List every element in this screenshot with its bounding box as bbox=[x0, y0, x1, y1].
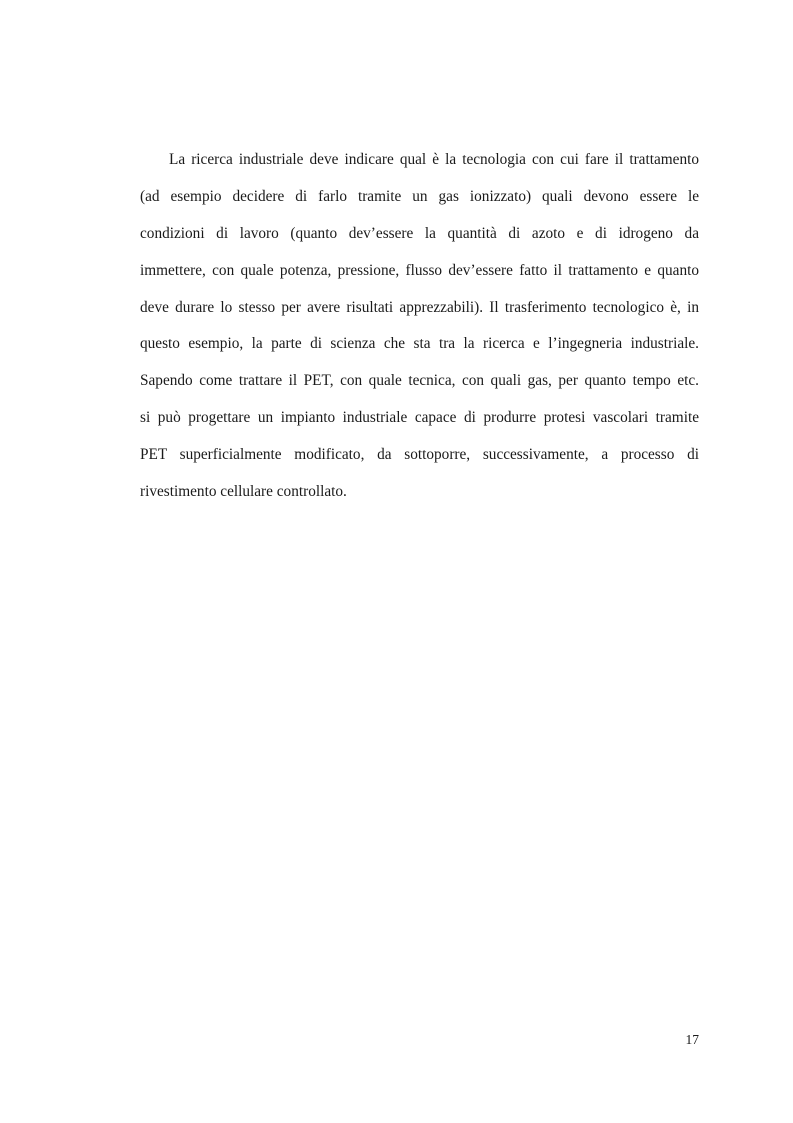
body-paragraph bbox=[140, 147, 699, 516]
page-number: 17 bbox=[685, 1032, 699, 1047]
paragraph-line: si può progettare un impianto industriale capace di produrre protesi vascolari tramite bbox=[140, 409, 699, 427]
paragraph-line: immettere, con quale potenza, pressione, flusso dev’essere fatto il trattamento e quanto bbox=[140, 261, 699, 279]
paragraph-line: (ad esempio decidere di farlo tramite un gas ionizzato) quali devono essere le bbox=[140, 187, 699, 205]
paragraph-line: deve durare lo stesso per avere risultati apprezzabili). Il trasferimento tecnologico è, in bbox=[140, 298, 699, 316]
paragraph-line: condizioni di lavoro (quanto dev’essere la quantità di azoto e di idrogeno da bbox=[140, 224, 699, 242]
paragraph-line: questo esempio, la parte di scienza che sta tra la ricerca e l’ingegneria industriale. bbox=[140, 335, 699, 353]
paragraph-line: rivestimento cellulare controllato. bbox=[140, 483, 347, 501]
paragraph-line: PET superficialmente modificato, da sottoporre, successivamente, a processo di bbox=[140, 446, 699, 464]
paragraph-line: La ricerca industriale deve indicare qual è la tecnologia con cui fare il trattamento bbox=[169, 151, 699, 168]
paragraph-line: Sapendo come trattare il PET, con quale tecnica, con quali gas, per quanto tempo etc. bbox=[140, 372, 699, 390]
